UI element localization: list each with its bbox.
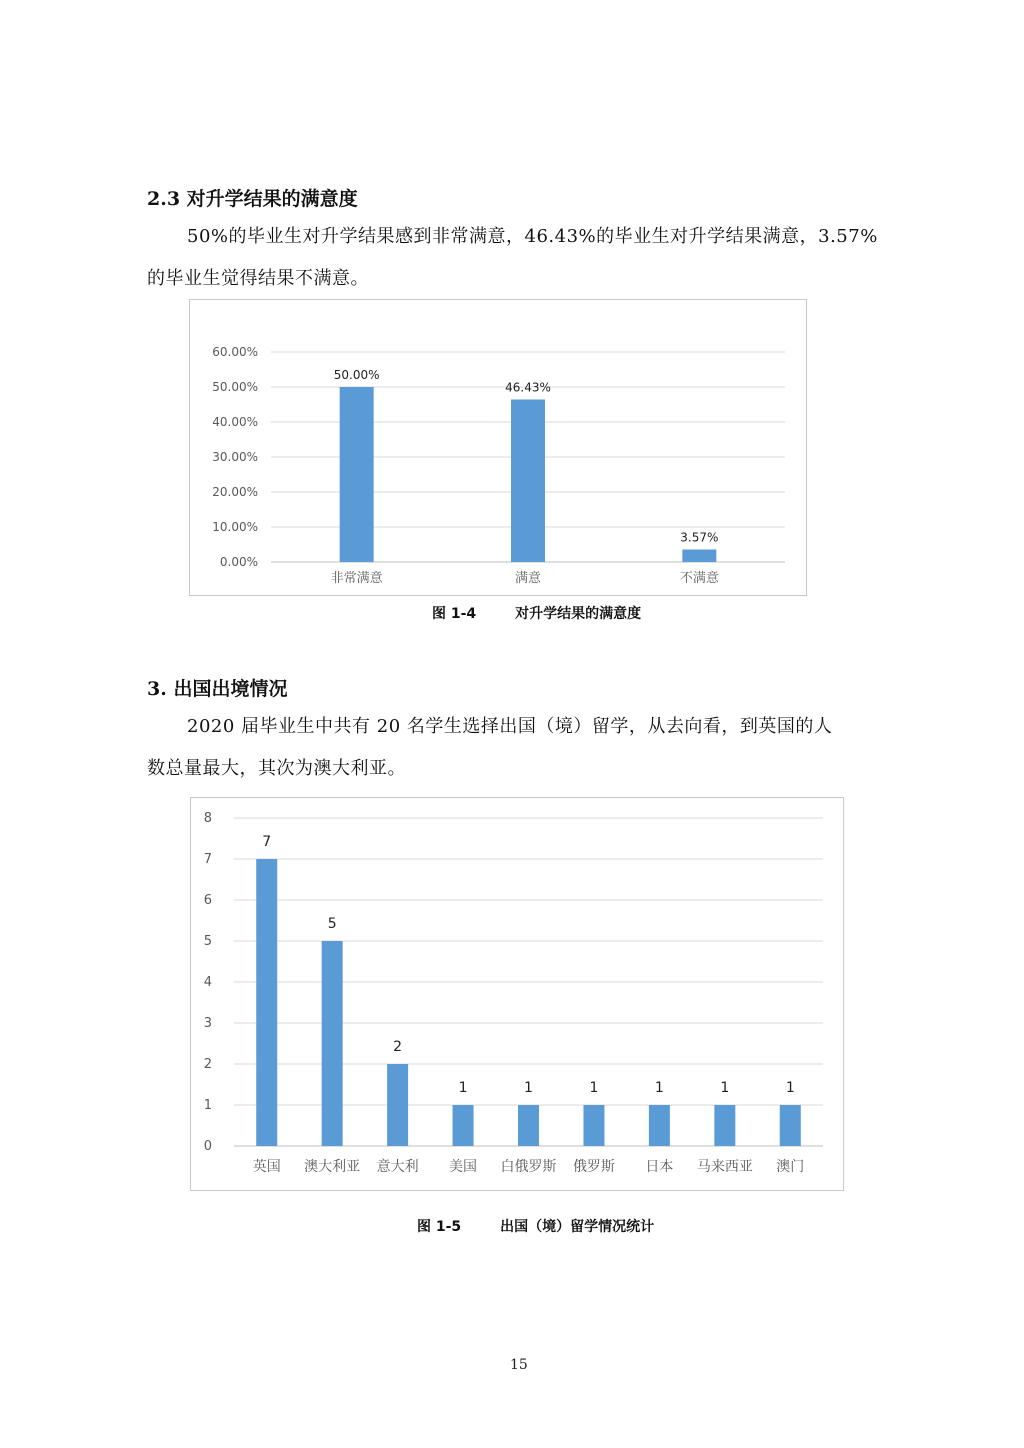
- y-tick-label: 10.00%: [212, 520, 258, 534]
- x-category-label: 不满意: [679, 571, 719, 586]
- y-tick-label: 5: [203, 934, 212, 949]
- bar-2: [511, 399, 545, 562]
- satisfaction-chart: [189, 299, 807, 596]
- y-tick-label: 8: [203, 811, 212, 826]
- data-label: 7: [262, 834, 272, 850]
- y-tick-label: 60.00%: [212, 345, 258, 359]
- study-abroad-chart: [190, 797, 844, 1191]
- bar-8: [714, 1105, 735, 1146]
- x-category-label: 满意: [514, 571, 542, 586]
- bar-7: [649, 1105, 670, 1146]
- x-category-label: 澳大利亚: [304, 1159, 361, 1175]
- bar-6: [583, 1105, 604, 1146]
- paragraph-abroad-line-1: 2020 届毕业生中共有 20 名学生选择出国（境）留学，从去向看，到英国的人: [187, 716, 833, 737]
- y-tick-label: 2: [203, 1057, 212, 1072]
- y-tick-label: 6: [203, 893, 212, 908]
- data-label: 1: [458, 1080, 468, 1096]
- x-category-label: 美国: [449, 1159, 478, 1175]
- data-label: 1: [524, 1080, 533, 1096]
- data-label: 5: [327, 916, 337, 932]
- y-tick-label: 50.00%: [212, 380, 258, 394]
- x-category-label: 俄罗斯: [572, 1159, 615, 1175]
- x-category-label: 英国: [252, 1159, 281, 1175]
- y-tick-label: 0.00%: [219, 555, 258, 569]
- bar-3: [387, 1064, 408, 1146]
- data-label: 2: [393, 1039, 403, 1055]
- bar-5: [518, 1105, 539, 1146]
- x-category-label: 日本: [645, 1159, 674, 1175]
- x-category-label: 非常满意: [330, 571, 383, 586]
- paragraph-satisfaction-line-2: 的毕业生觉得结果不满意。: [147, 268, 369, 289]
- y-tick-label: 3: [203, 1016, 212, 1031]
- bar-4: [453, 1105, 474, 1146]
- data-label: 1: [654, 1080, 664, 1096]
- data-label: 46.43%: [505, 380, 551, 395]
- y-tick-label: 40.00%: [212, 415, 258, 429]
- section-heading-3: 3. 出国出境情况: [147, 678, 288, 700]
- bar-3: [682, 550, 716, 562]
- section-heading-2-3: 2.3 对升学结果的满意度: [147, 188, 358, 210]
- bar-9: [780, 1105, 801, 1146]
- y-tick-label: 30.00%: [212, 450, 258, 464]
- y-tick-label: 4: [203, 975, 212, 990]
- bar-1: [340, 387, 374, 562]
- bar-1: [256, 859, 277, 1146]
- study-abroad-chart-svg: [191, 798, 843, 1190]
- x-category-label: 马来西亚: [696, 1159, 753, 1175]
- x-category-label: 澳门: [776, 1159, 805, 1175]
- figure-1-4-caption: 图 1-4 对升学结果的满意度: [432, 606, 642, 622]
- data-label: 1: [720, 1080, 730, 1096]
- data-label: 1: [785, 1080, 795, 1096]
- bar-2: [322, 941, 343, 1146]
- x-category-label: 白俄罗斯: [500, 1159, 557, 1175]
- x-category-label: 意大利: [376, 1159, 419, 1175]
- y-tick-label: 20.00%: [212, 485, 258, 499]
- data-label: 3.57%: [680, 530, 719, 545]
- paragraph-abroad-line-2: 数总量最大，其次为澳大利亚。: [147, 758, 406, 779]
- page-number: 15: [510, 1357, 528, 1373]
- data-label: 50.00%: [333, 368, 380, 382]
- figure-1-5-caption: 图 1-5 出国（境）留学情况统计: [417, 1219, 655, 1235]
- y-tick-label: 7: [203, 852, 212, 867]
- paragraph-satisfaction-line-1: 50%的毕业生对升学结果感到非常满意，46.43%的毕业生对升学结果满意，3.57%: [187, 226, 878, 247]
- y-tick-label: 1: [203, 1098, 212, 1113]
- satisfaction-chart-svg: [190, 300, 806, 595]
- y-tick-label: 0: [203, 1139, 212, 1154]
- data-label: 1: [589, 1080, 599, 1096]
